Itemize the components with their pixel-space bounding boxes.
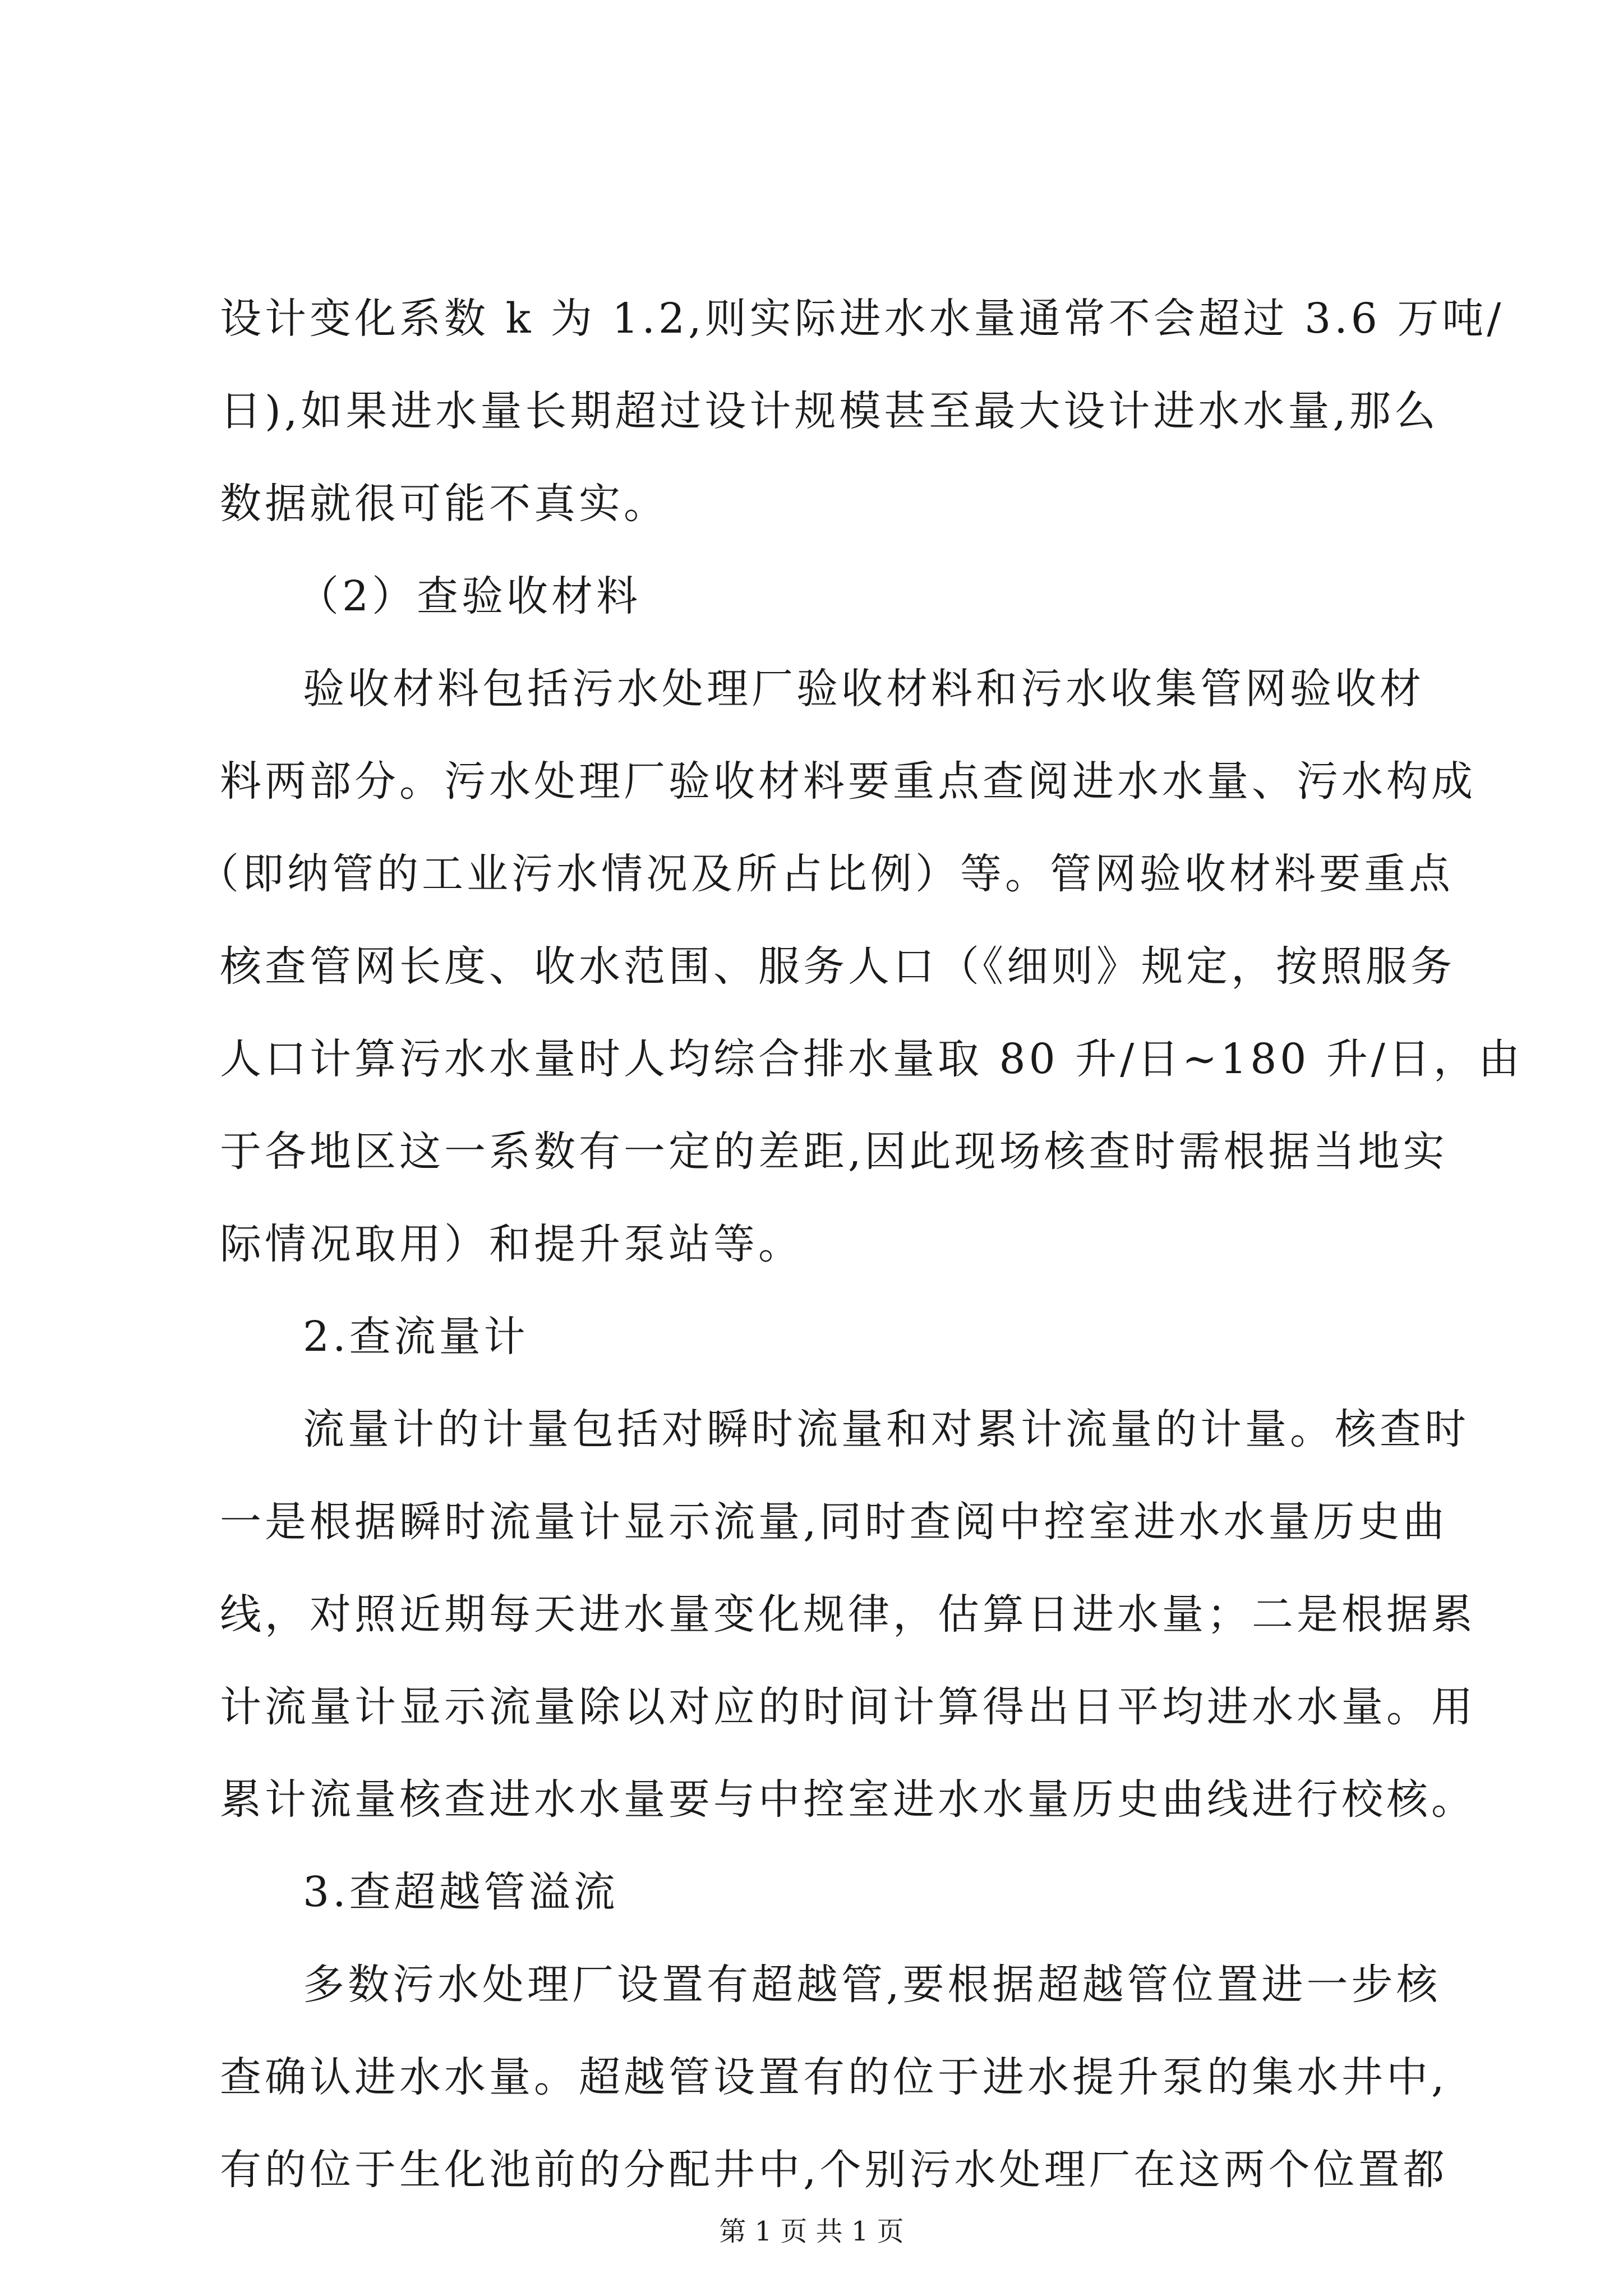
text-line: 日),如果进水量长期超过设计规模甚至最大设计进水水量,那么 [220,387,1439,435]
section-heading: 2.查流量计 [303,1313,529,1361]
section-heading: （2）查验收材料 [297,572,642,620]
text-line: 际情况取用）和提升泵站等。 [220,1220,803,1268]
text-line: 料两部分。污水处理厂验收材料要重点查阅进水水量、污水构成 [220,757,1476,806]
text-line: 多数污水处理厂设置有超越管,要根据超越管位置进一步核 [303,1961,1441,2009]
text-line: 核查管网长度、收水范围、服务人口（《细则》规定，按照服务 [220,942,1455,991]
text-line: 累计流量核查进水水量要与中控室进水水量历史曲线进行校核。 [220,1775,1476,1824]
section-heading: 3.查超越管溢流 [303,1868,619,1916]
text-line: 人口计算污水水量时人均综合排水量取 80 升/日~180 升/日，由 [220,1035,1523,1083]
text-line: 查确认进水水量。超越管设置有的位于进水提升泵的集水井中, [220,2053,1448,2101]
text-line: 有的位于生化池前的分配井中,个别污水处理厂在这两个位置都 [220,2146,1448,2194]
text-line: 数据就很可能不真实。 [220,480,668,528]
text-line: 流量计的计量包括对瞬时流量和对累计流量的计量。核查时 [303,1405,1469,1453]
text-line: 验收材料包括污水处理厂验收材料和污水收集管网验收材 [303,665,1424,713]
text-line: 计流量计显示流量除以对应的时间计算得出日平均进水水量。用 [220,1683,1476,1731]
text-line: 于各地区这一系数有一定的差距,因此现场核查时需根据当地实 [220,1128,1448,1176]
page-number-footer: 第 1 页 共 1 页 [719,2216,904,2247]
text-line: 线，对照近期每天进水量变化规律，估算日进水量；二是根据累 [220,1590,1476,1639]
text-line: 设计变化系数 k 为 1.2,则实际进水水量通常不会超过 3.6 万吨/ [220,295,1505,343]
text-line: 一是根据瞬时流量计显示流量,同时查阅中控室进水水量历史曲 [220,1498,1448,1546]
text-line: （即纳管的工业污水情况及所占比例）等。管网验收材料要重点 [197,850,1454,898]
